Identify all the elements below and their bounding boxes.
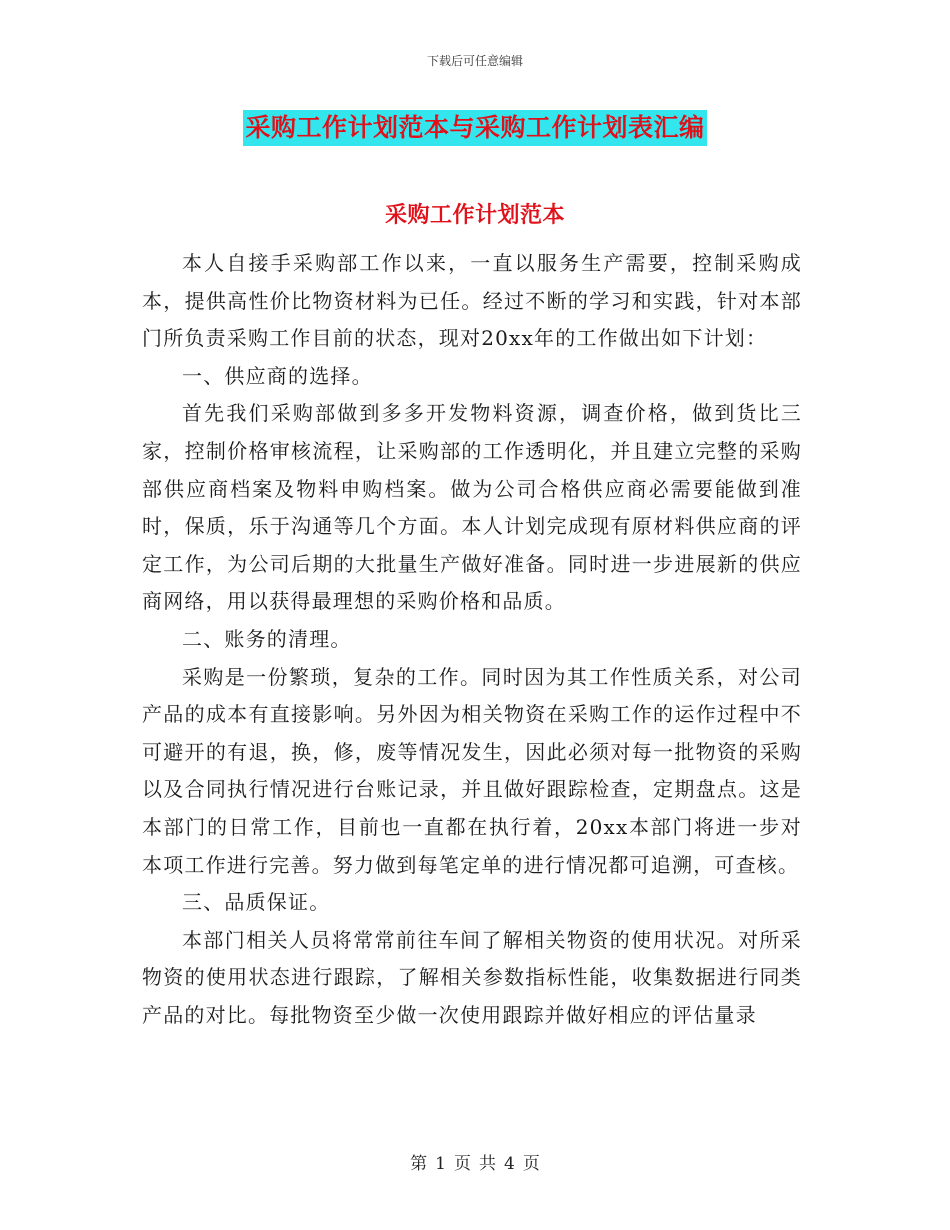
total-pages-number: 4 [504, 1154, 515, 1174]
paragraph: 本部门相关人员将常常前往车间了解相关物资的使用状况。对所采物资的使用状态进行跟踪，了解相关参数指标性能，收集数据进行同类产品的对比。每批物资至少做一次使用跟踪并做好相应的评估量录 [142, 927, 802, 1027]
page-footer [0, 1152, 950, 1176]
document-title: 采购工作计划范本与采购工作计划表汇编 [243, 110, 706, 146]
paragraph: 采购是一份繁琐，复杂的工作。同时因为其工作性质关系，对公司产品的成本有直接影响。另外因为相关物资在采购工作的运作过程中不可避开的有退，换，修，废等情况发生，因此必须对每一批物资的采购以及合同执行情况进行台账记录，并且做好跟踪检查，定期盘点。这是本部门的日常工作，目前也一直都在执行着，20xx本部门将进一步对本项工作进行完善。努力做到每笔定单的进行情况都可追溯，可查核。 [142, 664, 802, 877]
paragraph: 首先我们采购部做到多多开发物料资源，调查价格，做到货比三家，控制价格审核流程，让采购部的工作透明化，并且建立完整的采购部供应商档案及物料申购档案。做为公司合格供应商必需要能做到准时，保质，乐于沟通等几个方面。本人计划完成现有原材料供应商的评定工作，为公司后期的大批量生产做好准备。同时进一步进展新的供应商网络，用以获得最理想的采购价格和品质。 [142, 401, 802, 614]
current-page-number: 1 [435, 1154, 446, 1174]
title-block [0, 110, 950, 146]
paragraph: 本人自接手采购部工作以来，一直以服务生产需要，控制采购成本，提供高性价比物资材料为已任。经过不断的学习和实践，针对本部门所负责采购工作目前的状态，现对20xx年的工作做出如下计划： [142, 251, 802, 351]
section-heading: 三、品质保证。 [182, 890, 331, 915]
section-title: 采购工作计划范本 [384, 202, 565, 228]
section-heading: 一、供应商的选择。 [182, 363, 373, 388]
footer-label-page-unit: 页 [454, 1154, 471, 1174]
footer-label-total-unit: 页 [522, 1154, 540, 1174]
section-heading: 二、账务的清理。 [182, 626, 352, 651]
page-header: 下载后可任意编辑 [426, 54, 523, 68]
document-body [142, 245, 802, 1034]
footer-label-page: 第 [410, 1154, 428, 1174]
footer-label-total: 共 [479, 1154, 496, 1174]
